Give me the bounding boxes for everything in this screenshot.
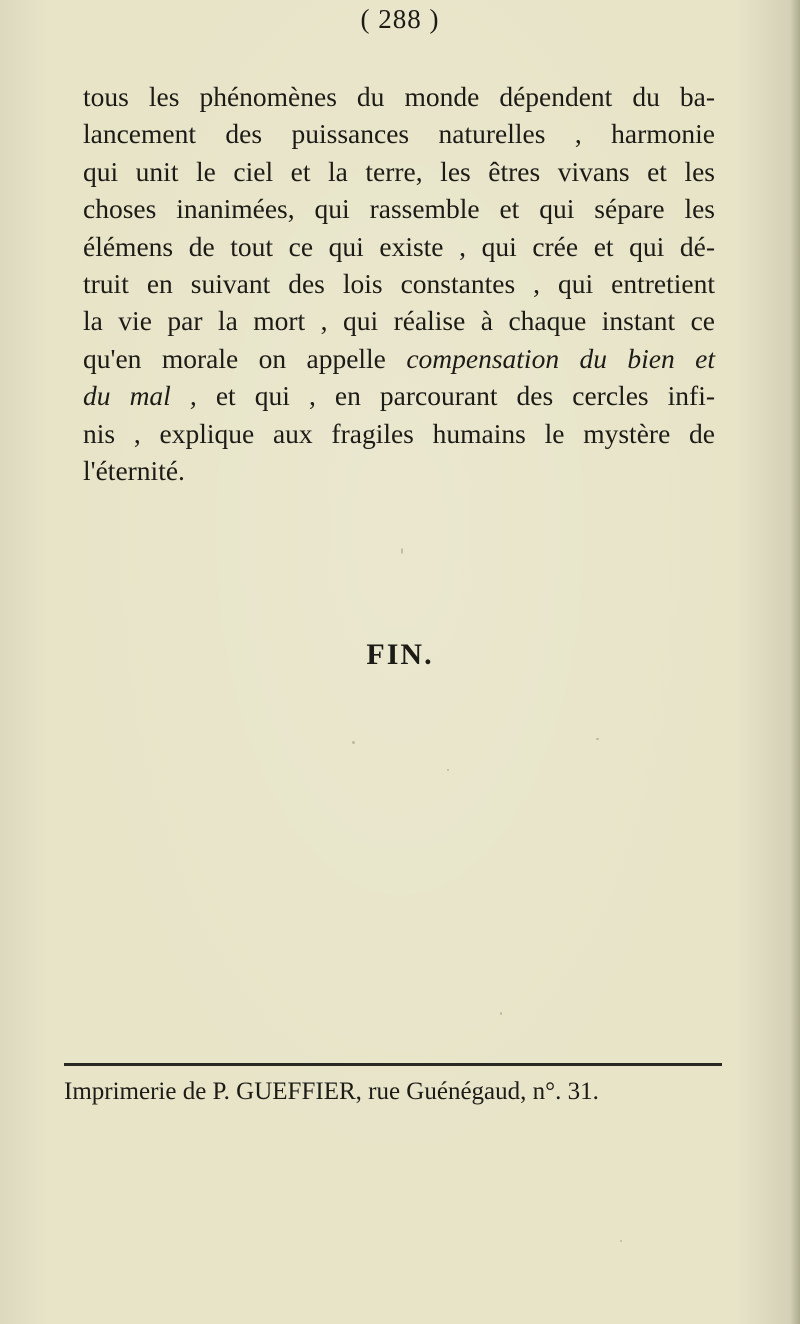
speck <box>401 548 403 554</box>
body-text <box>83 78 715 489</box>
text-segment: et qui , en parcourant des cercles infi- <box>196 380 716 412</box>
text-line: qui unit le ciel et la terre, les êtres vivans et les <box>83 155 715 187</box>
text-line: lancement des puissances naturelles , harmonie <box>83 118 715 150</box>
text-line: élémens de tout ce qui existe , qui crée et qui dé- <box>83 230 715 262</box>
text-line: nis , explique aux fragiles humains le mystère de <box>83 417 715 449</box>
printer-imprint: Imprimerie de P. GUEFFIER, rue Guénégaud, n°. 31. <box>64 1078 599 1105</box>
italic-phrase: compensation du bien et <box>406 342 715 374</box>
text-line: l'éternité. <box>83 454 185 486</box>
text-line: choses inanimées, qui rassemble et qui sépare les <box>83 193 715 225</box>
speck <box>447 769 449 771</box>
speck <box>352 741 355 744</box>
horizontal-rule <box>64 1063 722 1066</box>
speck <box>620 1240 622 1242</box>
text-line <box>83 377 715 414</box>
fin-heading: FIN. <box>366 638 434 671</box>
text-line <box>83 340 715 377</box>
speck <box>500 1012 502 1015</box>
text-line: tous les phénomènes du monde dépendent du ba- <box>83 81 715 112</box>
speck <box>596 738 599 740</box>
italic-phrase: du mal , <box>83 380 197 412</box>
text-line: truit en suivant des lois constantes , qui entretient <box>83 267 715 299</box>
text-segment: qu'en morale on appelle <box>83 342 407 374</box>
page-number: ( 288 ) <box>360 4 440 34</box>
text-line: la vie par la mort , qui réalise à chaque instant ce <box>83 305 715 337</box>
